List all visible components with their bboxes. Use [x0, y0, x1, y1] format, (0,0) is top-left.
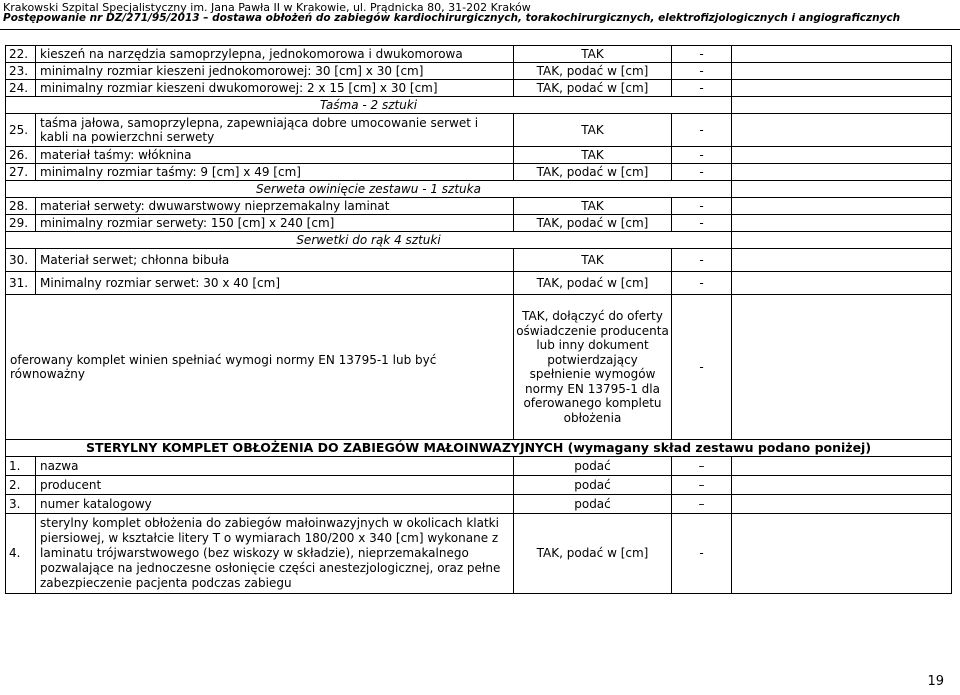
row-requirement: TAK, podać w [cm]: [514, 164, 672, 181]
table-row: [6, 249, 952, 272]
row-answer: -: [672, 147, 732, 164]
row-requirement: podać: [514, 495, 672, 514]
table-row: [6, 147, 952, 164]
row-requirement: TAK, podać w [cm]: [514, 272, 672, 295]
row-description: sterylny komplet obłożenia do zabiegów małoinwazyjnych w okolicach klatki piersiowej, w kształcie litery T o wymiarach 180/200 x 340 [cm] wykonane z laminatu trójwarstwowego (bez wiskozy w składzie), nieprzemakalnego pozwalające na jednoczesne osłonięcie części anestezjologicznej, oraz pełne zabezpieczenie pacjenta podczas zabiegu: [36, 514, 514, 594]
row-number: 2.: [6, 476, 36, 495]
table-row: [6, 215, 952, 232]
norm-description: oferowany komplet winien spełniać wymogi normy EN 13795-1 lub być równoważny: [6, 295, 514, 440]
row-description: minimalny rozmiar kieszeni dwukomorowej: 2 x 15 [cm] x 30 [cm]: [36, 80, 514, 97]
section-heading-tasma: Taśma - 2 sztuki: [6, 97, 732, 114]
row-requirement: TAK, podać w [cm]: [514, 63, 672, 80]
row-offer-cell: [732, 514, 952, 594]
header-divider: [0, 29, 960, 30]
header-institution: Krakowski Szpital Specjalistyczny im. Jana Pawła II w Krakowie, ul. Prądnicka 80, 31-202 Kraków: [3, 1, 531, 14]
section-row: [6, 232, 952, 249]
row-requirement: TAK: [514, 249, 672, 272]
row-answer: -: [672, 198, 732, 215]
table-row: [6, 164, 952, 181]
row-requirement: podać: [514, 476, 672, 495]
row-description: Materiał serwet; chłonna bibuła: [36, 249, 514, 272]
section-row: [6, 181, 952, 198]
row-answer: –: [672, 457, 732, 476]
row-offer-cell: [732, 232, 952, 249]
row-requirement: podać: [514, 457, 672, 476]
row-requirement: TAK: [514, 147, 672, 164]
row-offer-cell: [732, 80, 952, 97]
row-answer: -: [672, 63, 732, 80]
row-offer-cell: [732, 181, 952, 198]
row-description: numer katalogowy: [36, 495, 514, 514]
row-description: materiał serwety: dwuwarstwowy nieprzemakalny laminat: [36, 198, 514, 215]
norm-answer: -: [672, 295, 732, 440]
row-offer-cell: [732, 215, 952, 232]
row-requirement: TAK, podać w [cm]: [514, 215, 672, 232]
kit-title: STERYLNY KOMPLET OBŁOŻENIA DO ZABIEGÓW MAŁOINWAZYJNYCH (wymagany skład zestawu podano poniżej): [6, 440, 952, 457]
section-row: [6, 440, 952, 457]
row-answer: –: [672, 495, 732, 514]
row-description: minimalny rozmiar serwety: 150 [cm] x 240 [cm]: [36, 215, 514, 232]
row-description: nazwa: [36, 457, 514, 476]
row-description: taśma jałowa, samoprzylepna, zapewniająca dobre umocowanie serwet i kabli na powierzchni serwety: [36, 114, 514, 147]
section-heading-serweta: Serweta owinięcie zestawu - 1 sztuka: [6, 181, 732, 198]
row-answer: -: [672, 272, 732, 295]
row-requirement: TAK: [514, 46, 672, 63]
section-heading-serwetki: Serwetki do rąk 4 sztuki: [6, 232, 732, 249]
section-row: [6, 97, 952, 114]
table-row: [6, 476, 952, 495]
row-number: 27.: [6, 164, 36, 181]
row-requirement: TAK, podać w [cm]: [514, 80, 672, 97]
row-offer-cell: [732, 457, 952, 476]
row-answer: -: [672, 114, 732, 147]
table-row: [6, 63, 952, 80]
row-offer-cell: [732, 272, 952, 295]
row-requirement: TAK: [514, 114, 672, 147]
header-procedure: Postępowanie nr DZ/271/95/2013 – dostawa obłożeń do zabiegów kardiochirurgicznych, torakochirurgicznych, elektrofizjologicznych i angiograficznych: [3, 12, 901, 24]
norm-requirement: TAK, dołączyć do oferty oświadczenie producenta lub inny dokument potwierdzający spełnienie wymogów normy EN 13795-1 dla oferowanego kompletu obłożenia: [514, 295, 672, 440]
row-offer-cell: [732, 63, 952, 80]
row-description: minimalny rozmiar kieszeni jednokomorowej: 30 [cm] x 30 [cm]: [36, 63, 514, 80]
row-description: minimalny rozmiar taśmy: 9 [cm] x 49 [cm]: [36, 164, 514, 181]
row-number: 25.: [6, 114, 36, 147]
row-number: 4.: [6, 514, 36, 594]
row-answer: –: [672, 476, 732, 495]
table-row: [6, 514, 952, 594]
row-number: 22.: [6, 46, 36, 63]
row-answer: -: [672, 249, 732, 272]
row-offer-cell: [732, 97, 952, 114]
row-answer: -: [672, 46, 732, 63]
page-number: 19: [927, 674, 944, 689]
row-answer: -: [672, 80, 732, 97]
row-description: Minimalny rozmiar serwet: 30 x 40 [cm]: [36, 272, 514, 295]
row-offer-cell: [732, 198, 952, 215]
row-number: 3.: [6, 495, 36, 514]
row-description: materiał taśmy: włóknina: [36, 147, 514, 164]
table-row: [6, 295, 952, 440]
table-row: [6, 495, 952, 514]
table-row: [6, 80, 952, 97]
row-number: 28.: [6, 198, 36, 215]
row-offer-cell: [732, 114, 952, 147]
row-offer-cell: [732, 295, 952, 440]
row-description: kieszeń na narzędzia samoprzylepna, jednokomorowa i dwukomorowa: [36, 46, 514, 63]
row-offer-cell: [732, 495, 952, 514]
specification-table: [5, 45, 952, 594]
table-row: [6, 457, 952, 476]
row-offer-cell: [732, 147, 952, 164]
row-number: 26.: [6, 147, 36, 164]
row-number: 30.: [6, 249, 36, 272]
table-row: [6, 198, 952, 215]
row-requirement: TAK, podać w [cm]: [514, 514, 672, 594]
row-number: 24.: [6, 80, 36, 97]
row-number: 29.: [6, 215, 36, 232]
row-answer: -: [672, 514, 732, 594]
table-row: [6, 272, 952, 295]
row-number: 1.: [6, 457, 36, 476]
row-offer-cell: [732, 476, 952, 495]
row-offer-cell: [732, 249, 952, 272]
row-answer: -: [672, 215, 732, 232]
table-row: [6, 114, 952, 147]
table-row: [6, 46, 952, 63]
row-offer-cell: [732, 164, 952, 181]
row-requirement: TAK: [514, 198, 672, 215]
row-number: 31.: [6, 272, 36, 295]
row-number: 23.: [6, 63, 36, 80]
row-offer-cell: [732, 46, 952, 63]
row-description: producent: [36, 476, 514, 495]
row-answer: -: [672, 164, 732, 181]
